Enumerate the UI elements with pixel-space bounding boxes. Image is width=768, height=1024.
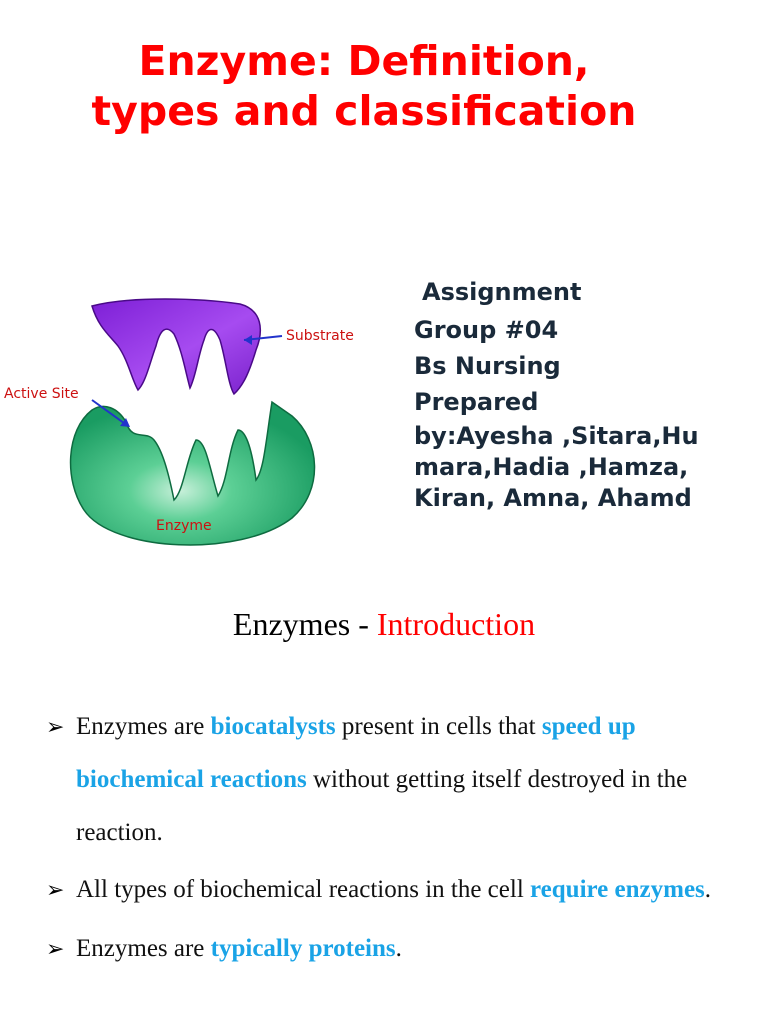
- prepared-label: Prepared: [414, 388, 539, 416]
- bullet-list: [46, 700, 762, 975]
- title-line-2: types and classification: [91, 87, 637, 135]
- bullet-text: without getting itself destroyed in the reaction.: [76, 766, 688, 846]
- bullet-highlight: biocatalysts: [210, 713, 336, 740]
- group-number: Group #04: [414, 316, 559, 344]
- enzyme-substrate-diagram: [0, 290, 380, 565]
- enzyme-label: Enzyme: [156, 518, 212, 534]
- substrate-shape: [92, 299, 260, 394]
- bullet-text: .: [704, 876, 712, 903]
- section-heading: [0, 606, 768, 643]
- assignment-line: Assignment: [422, 278, 582, 306]
- authors-line-3: Kiran, Amna, Ahamd: [414, 484, 692, 512]
- arrow-bullet-icon: ➢: [46, 714, 65, 739]
- arrow-bullet-icon: ➢: [46, 936, 65, 961]
- list-item: [46, 863, 762, 916]
- bullet-text: Enzymes are: [76, 935, 211, 962]
- title-line-1: Enzyme: Definition,: [138, 37, 590, 85]
- heading-main: Enzymes -: [232, 606, 377, 642]
- bullet-highlight: speed up biochemical reactions: [76, 713, 636, 793]
- substrate-label: Substrate: [286, 328, 354, 344]
- authors-line-1: by:Ayesha ,Sitara,Hu: [414, 422, 699, 450]
- bullet-text: present in cells that: [335, 713, 542, 740]
- bullet-text: All types of biochemical reactions in the cell: [76, 876, 531, 903]
- heading-accent: Introduction: [376, 606, 536, 642]
- bullet-text: .: [395, 935, 402, 962]
- assignment-info: [414, 274, 744, 513]
- arrow-bullet-icon: ➢: [46, 877, 65, 902]
- program-name: Bs Nursing: [414, 352, 561, 380]
- bullet-highlight: typically proteins: [210, 935, 396, 962]
- list-item: [46, 922, 762, 975]
- bullet-text: Enzymes are: [76, 713, 211, 740]
- list-item: [46, 700, 762, 859]
- bullet-highlight: require enzymes: [530, 876, 705, 903]
- slide-title: [0, 36, 728, 136]
- active-site-label: Active Site: [4, 386, 79, 402]
- authors-line-2: mara,Hadia ,Hamza,: [414, 453, 689, 481]
